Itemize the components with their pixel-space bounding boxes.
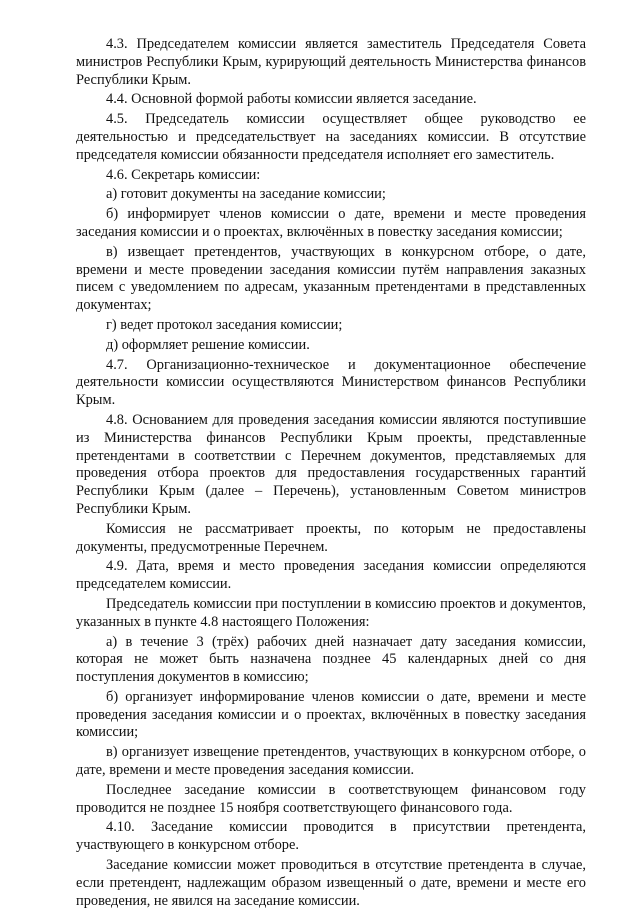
- paragraph-4-3: 4.3. Председателем комиссии является заместитель Председателя Совета министров Республики Крым, курирующий деятельность Министерства финансов Республики Крым.: [76, 36, 586, 88]
- paragraph-4-6-b: б) информирует членов комиссии о дате, времени и месте проведения заседания комиссии и о проектах, включённых в повестку заседания комиссии;: [76, 206, 586, 240]
- paragraph-4-8-note: Комиссия не рассматривает проекты, по которым не предоставлены документы, предусмотренные Перечнем.: [76, 520, 586, 555]
- paragraph-4-6-a: а) готовит документы на заседание комиссии;: [106, 186, 386, 203]
- paragraph-4-4: 4.4. Основной формой работы комиссии является заседание.: [106, 91, 477, 108]
- paragraph-4-8: 4.8. Основанием для проведения заседания комиссии являются поступившие из Министерства финансов Республики Крым проекты, представленные претендентами в соответствии с Перечнем документов, представляемых для проведения отбора проектов для предоставления государственных гарантий Республики Крым (далее – Перечень), установленным Советом министров Республики Крым.: [76, 411, 586, 517]
- paragraph-4-7: 4.7. Организационно-техническое и документационное обеспечение деятельности комиссии осуществляются Министерством финансов Республики Крым.: [76, 356, 586, 409]
- paragraph-4-9-last-meeting: Последнее заседание комиссии в соответствующем финансовом году проводится не позднее 15 ноября соответствующего финансового года.: [76, 781, 586, 816]
- paragraph-4-5: 4.5. Председатель комиссии осуществляет общее руководство ее деятельностью и председательствует на заседаниях комиссии. В отсутствие председателя комиссии обязанности председателя исполняет его заместитель.: [76, 111, 586, 163]
- paragraph-4-6-v: в) извещает претендентов, участвующих в конкурсном отборе, о дате, времени и месте проведении заседания комиссии путём направления заказных писем с уведомлением по адресам, указанным претендентами в представленных документах;: [76, 243, 586, 314]
- paragraph-4-9-intro: Председатель комиссии при поступлении в комиссию проектов и документов, указанных в пункте 4.8 настоящего Положения:: [76, 595, 586, 630]
- paragraph-4-9: 4.9. Дата, время и место проведения заседания комиссии определяются председателем комиссии.: [76, 558, 586, 593]
- paragraph-4-10: 4.10. Заседание комиссии проводится в присутствии претендента, участвующего в конкурсном отборе.: [76, 819, 586, 854]
- paragraph-4-6: 4.6. Секретарь комиссии:: [106, 166, 261, 183]
- paragraph-4-9-a: а) в течение 3 (трёх) рабочих дней назначает дату заседания комиссии, которая не может быть назначена позднее 45 календарных дней со дня поступления документов в комиссию;: [76, 633, 586, 686]
- paragraph-4-9-b: б) организует информирование членов комиссии о дате, времени и месте проведения заседания комиссии и о проектах, включённых в повестку заседания комиссии;: [76, 688, 586, 741]
- paragraph-4-10-absence: Заседание комиссии может проводиться в отсутствие претендента в случае, если претендент, надлежащим образом извещенный о дате, времени и месте его проведения, не явился на заседание комиссии.: [76, 857, 586, 909]
- paragraph-4-6-g: г) ведет протокол заседания комиссии;: [106, 316, 343, 333]
- paragraph-4-6-d: д) оформляет решение комиссии.: [106, 336, 310, 353]
- paragraph-4-9-v: в) организует извещение претендентов, участвующих в конкурсном отборе, о дате, времени и месте проведения заседания комиссии.: [76, 744, 586, 779]
